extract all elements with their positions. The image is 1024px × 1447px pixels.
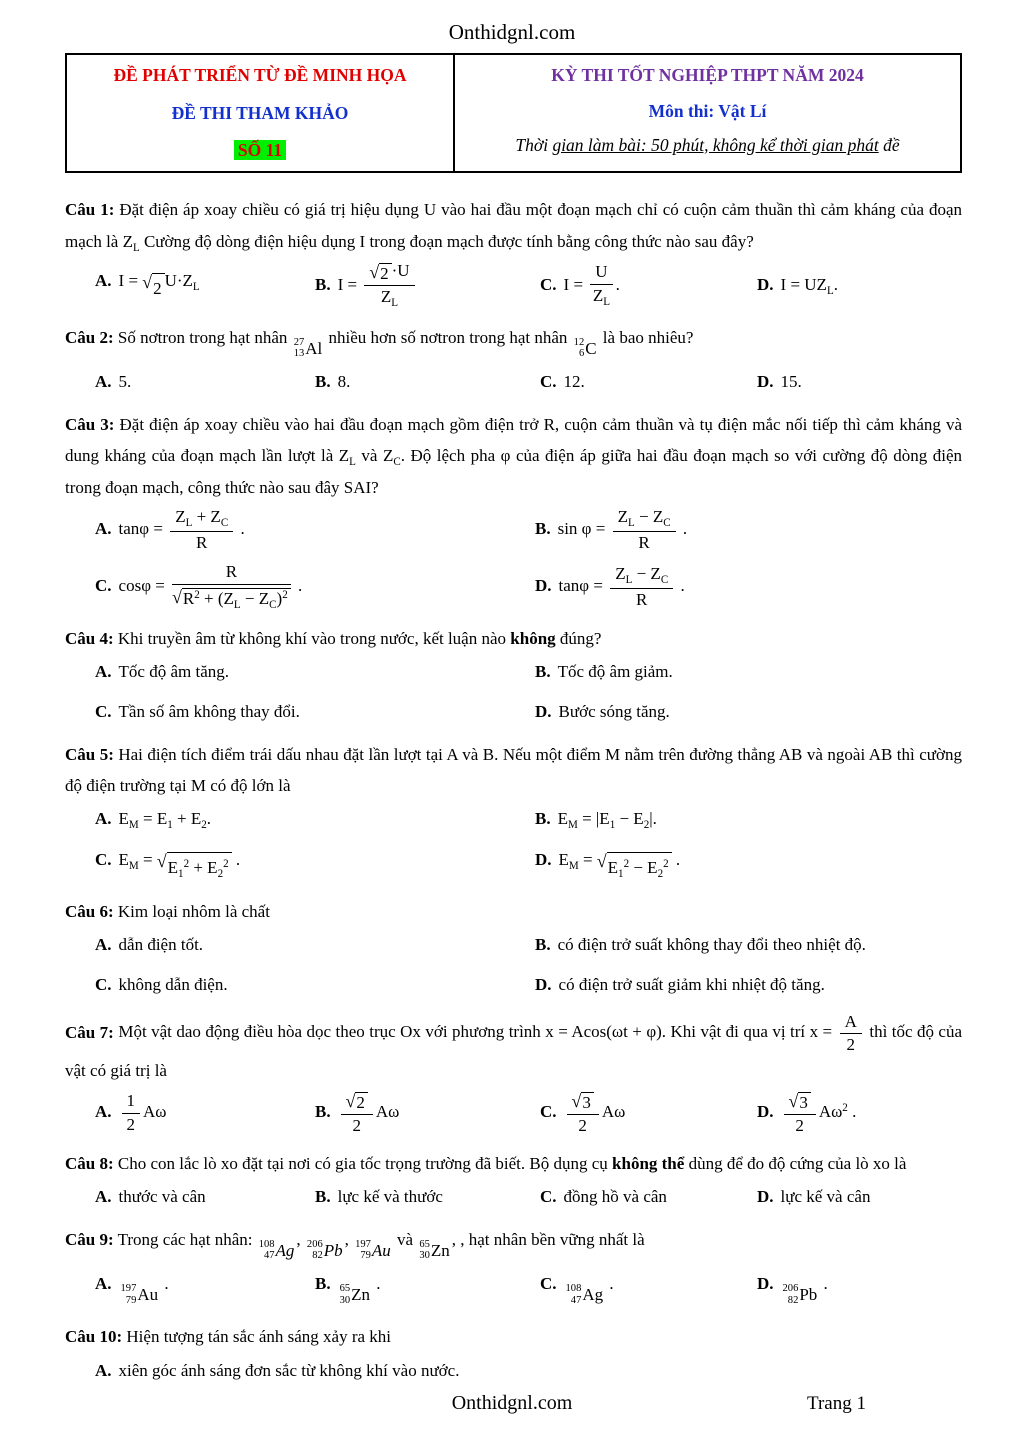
option-c <box>540 1269 757 1310</box>
option-b <box>315 1182 540 1213</box>
option-d <box>535 845 962 885</box>
exam-number-highlight: SỐ 11 <box>234 140 286 160</box>
option-label: D. <box>757 274 774 294</box>
option-b <box>315 261 540 311</box>
option-a <box>95 930 535 961</box>
option-d <box>757 1182 962 1213</box>
question-number: Câu 2: <box>65 327 114 347</box>
header-exam-number <box>73 139 447 162</box>
option-c <box>95 697 535 728</box>
question-7 <box>65 1012 962 1137</box>
duration-underlined: gian làm bài: 50 phút, không kể thời gian phát <box>552 134 879 155</box>
option-c <box>95 562 535 612</box>
question-body: Số nơtron trong hạt nhân 27 13 Al nhiều hơn số nơtron trong hạt nhân 12 6 C là bao nhiêu? <box>117 327 694 360</box>
question-3 <box>65 409 962 612</box>
option-text: $E_M$ = √ $E_1^2 - E_2^2$ . <box>559 850 681 869</box>
question-text <box>65 739 962 802</box>
option-text: $E_M = E_1 + E_2$. <box>118 809 212 832</box>
option-text: đồng hồ và cân <box>563 1186 667 1206</box>
option-a <box>95 507 535 554</box>
question-body: Hai điện tích điểm trái dấu nhau đặt lần lượt tại A và B. Nếu một điểm M nằm trên đường thẳng AB và ngoài AB thì cường độ điện trường tại M có độ lớn là <box>65 744 962 795</box>
option-label: A. <box>95 271 112 291</box>
question-text <box>65 623 962 654</box>
option-text: thước và cân <box>118 1186 206 1206</box>
option-text: không dẫn điện. <box>118 974 228 994</box>
question-text <box>65 1224 962 1267</box>
footer-page-number: Trang 1 <box>807 1393 866 1414</box>
option-text: có điện trở suất giảm khi nhiệt độ tăng. <box>558 974 825 994</box>
options-list <box>65 1356 962 1387</box>
header-left-cell <box>67 55 455 171</box>
question-text <box>65 1321 962 1352</box>
option-label: C. <box>95 850 112 870</box>
question-text <box>65 1012 962 1087</box>
option-text: có điện trở suất không thay đổi theo nhiệt độ. <box>557 935 866 955</box>
option-label: A. <box>95 1360 112 1380</box>
option-label: A. <box>95 1102 112 1122</box>
question-number: Câu 8: <box>65 1153 114 1173</box>
options-grid <box>65 930 962 1000</box>
header-exam-title: KỲ THI TỐT NGHIỆP THPT NĂM 2024 <box>551 65 864 85</box>
option-b <box>535 507 962 554</box>
option-label: B. <box>535 662 551 682</box>
option-text: 12. <box>563 372 585 392</box>
options-grid <box>65 507 962 612</box>
option-text: cosφ = R √ $R^2 + (Z_L - Z_C)^2$ . <box>118 562 303 611</box>
options-grid <box>65 657 962 727</box>
question-number: Câu 6: <box>65 901 114 921</box>
option-label: A. <box>95 935 112 955</box>
option-text: $E_M = |E_1 - E_2|$. <box>557 809 657 832</box>
question-4 <box>65 623 962 728</box>
option-label: C. <box>540 1186 557 1206</box>
question-5 <box>65 739 962 885</box>
option-label: C. <box>95 575 112 595</box>
question-body: Trong các hạt nhân: 108 47 Ag , 206 82 Pb , 197 79 Au và 65 30 Zn , , hạt nhân bền vững nhất là <box>117 1229 645 1262</box>
options-row <box>65 367 962 398</box>
option-label: A. <box>95 809 112 829</box>
option-a <box>95 1361 459 1380</box>
option-a <box>95 1091 315 1135</box>
option-d <box>535 697 962 728</box>
question-text <box>65 1148 962 1179</box>
footer-site: Onthidgnl.com <box>451 1392 573 1414</box>
options-row <box>65 1182 962 1213</box>
option-label: D. <box>757 1186 774 1206</box>
option-label: A. <box>95 372 112 392</box>
option-d <box>757 1090 962 1137</box>
option-text: Tốc độ âm giảm. <box>557 662 673 682</box>
option-a <box>95 657 535 688</box>
option-text: Bước sóng tăng. <box>558 701 670 721</box>
option-text: $E_M$ = √ $E_1^2 + E_2^2$ . <box>119 850 241 869</box>
question-9 <box>65 1224 962 1311</box>
option-label: D. <box>757 1102 774 1122</box>
option-text: √ 3 2 Aω <box>564 1102 626 1121</box>
option-label: D. <box>757 372 774 392</box>
option-text: lực kế và cân <box>780 1186 871 1206</box>
option-label: B. <box>315 372 331 392</box>
option-text: $\frac{1}{2}$ Aω <box>119 1102 167 1121</box>
question-number: Câu 7: <box>65 1022 114 1042</box>
option-label: C. <box>540 1102 557 1122</box>
option-label: B. <box>315 1186 331 1206</box>
option-label: D. <box>535 850 552 870</box>
question-number: Câu 10: <box>65 1327 123 1347</box>
option-label: C. <box>540 1274 557 1294</box>
option-label: B. <box>315 274 331 294</box>
option-c <box>540 1182 757 1213</box>
questions-area <box>0 173 1024 1386</box>
option-label: B. <box>535 809 551 829</box>
header-subject: Môn thi: Vật Lí <box>648 100 767 121</box>
question-text <box>65 322 962 365</box>
option-d <box>757 270 962 302</box>
option-text: 206 82 Pb . <box>782 1274 828 1306</box>
option-label: A. <box>95 518 112 538</box>
option-c <box>540 1090 757 1137</box>
option-text: dẫn điện tốt. <box>118 935 204 955</box>
option-b <box>315 1090 540 1137</box>
option-a <box>95 266 315 305</box>
option-label: B. <box>535 935 551 955</box>
options-grid <box>65 804 962 885</box>
option-b <box>535 657 962 688</box>
question-10 <box>65 1321 962 1386</box>
options-row <box>65 1269 962 1310</box>
option-text: 8. <box>337 372 351 392</box>
option-label: C. <box>95 974 112 994</box>
option-text: Tốc độ âm tăng. <box>118 662 229 682</box>
option-label: B. <box>315 1102 331 1122</box>
question-body: Một vật dao động điều hòa dọc theo trục Ox với phương trình x = Acos(ωt + φ). Khi vật đi qua vị trí x = $\frac{A}{2}$ thì tốc độ của vật có giá trị là <box>65 1011 963 1081</box>
question-body: Khi truyền âm từ không khí vào trong nước, kết luận nào không đúng? <box>117 628 602 648</box>
question-number: Câu 1: <box>65 200 115 220</box>
duration-prefix: Thời <box>515 134 553 155</box>
option-label: B. <box>315 1274 331 1294</box>
question-number: Câu 5: <box>65 744 114 764</box>
option-text: $I = UZ_L$. <box>780 274 838 297</box>
option-c <box>540 367 757 398</box>
option-label: D. <box>535 974 552 994</box>
option-text: 5. <box>118 372 132 392</box>
option-c <box>95 970 535 1001</box>
option-text: xiên góc ánh sáng đơn sắc từ không khí vào nước. <box>118 1360 460 1380</box>
option-b <box>535 804 962 836</box>
option-text: tanφ = $\frac{Z_L - Z_C}{R}$ . <box>558 563 685 609</box>
option-label: D. <box>535 701 552 721</box>
question-1 <box>65 194 962 310</box>
option-b <box>315 1269 540 1310</box>
option-text: 197 79 Au . <box>120 1274 169 1306</box>
option-b <box>535 930 962 961</box>
option-text: I = √ 2 ·U $Z_L$ <box>338 275 418 294</box>
question-2 <box>65 322 962 398</box>
header-table <box>65 53 962 173</box>
option-label: D. <box>535 575 552 595</box>
option-label: C. <box>540 372 557 392</box>
option-label: A. <box>95 1274 112 1294</box>
site-header: Onthidgnl.com <box>448 20 576 44</box>
option-text: 108 47 Ag . <box>565 1274 614 1306</box>
options-row <box>65 1090 962 1137</box>
header-duration <box>463 134 952 157</box>
option-a <box>95 1269 315 1310</box>
option-label: B. <box>535 518 551 538</box>
question-6 <box>65 896 962 1001</box>
option-text: √ 2 2 Aω <box>338 1102 400 1121</box>
option-text: sin φ = $\frac{Z_L - Z_C}{R}$ . <box>557 506 688 552</box>
option-text: I = $\frac{U}{Z_L}$ . <box>563 262 620 308</box>
question-text <box>65 409 962 504</box>
question-number: Câu 9: <box>65 1229 114 1249</box>
option-label: C. <box>540 274 557 294</box>
option-text: 65 30 Zn . <box>339 1274 381 1306</box>
header-right-cell <box>455 55 960 171</box>
option-d <box>757 1269 962 1310</box>
option-c <box>540 262 757 309</box>
question-body: Đặt điện áp xoay chiều có giá trị hiệu dụng U vào hai đầu một đoạn mạch chỉ có cuộn cảm thuần thì cảm kháng của đoạn mạch là $Z_L$ Cường độ dòng điện hiệu dụng I trong đoạn mạch được tính bằng công thức nào sau đây? <box>65 200 963 254</box>
question-body: Kim loại nhôm là chất <box>117 901 270 921</box>
option-text: Tần số âm không thay đổi. <box>118 701 300 721</box>
page-footer <box>0 1392 1024 1415</box>
option-text: √ 3 2 $A\omega^2$ . <box>781 1102 857 1121</box>
header-exam-source: ĐỀ PHÁT TRIỂN TỪ ĐỀ MINH HỌA <box>113 65 407 85</box>
option-text: tanφ = $\frac{Z_L + Z_C}{R}$ . <box>118 506 245 552</box>
option-label: D. <box>757 1274 774 1294</box>
question-body: Cho con lắc lò xo đặt tại nơi có gia tốc trọng trường đã biết. Bộ dụng cụ không thể dùng để đo độ cứng của lò xo là <box>117 1153 907 1173</box>
option-text: I = √ 2 $U\cdot Z_L$ <box>119 271 200 290</box>
option-text: lực kế và thước <box>337 1186 443 1206</box>
option-label: C. <box>95 701 112 721</box>
option-a <box>95 1182 315 1213</box>
question-number: Câu 4: <box>65 628 114 648</box>
header-exam-type: ĐỀ THI THAM KHẢO <box>171 102 349 123</box>
question-body: Đặt điện áp xoay chiều vào hai đầu đoạn mạch gồm điện trở R, cuộn cảm thuần và tụ điện mắc nối tiếp thì cảm kháng và dung kháng của đoạn mạch lần lượt là $Z_L$ và $Z_C$. Độ lệch pha φ của điện áp giữa hai đầu đoạn mạch so với cường độ dòng điện trong đoạn mạch, công thức nào sau đây SAI? <box>65 414 962 498</box>
question-8 <box>65 1148 962 1213</box>
option-d <box>535 970 962 1001</box>
option-text: 15. <box>780 372 802 392</box>
duration-suffix: đề <box>878 134 900 155</box>
options-row <box>65 261 962 311</box>
option-c <box>95 845 535 885</box>
option-a <box>95 367 315 398</box>
question-text <box>65 896 962 927</box>
option-d <box>757 367 962 398</box>
question-text <box>65 194 962 258</box>
option-a <box>95 804 535 836</box>
option-d <box>535 564 962 611</box>
option-b <box>315 367 540 398</box>
option-label: A. <box>95 662 112 682</box>
option-label: A. <box>95 1186 112 1206</box>
question-body: Hiện tượng tán sắc ánh sáng xảy ra khi <box>126 1327 392 1347</box>
question-number: Câu 3: <box>65 414 115 434</box>
